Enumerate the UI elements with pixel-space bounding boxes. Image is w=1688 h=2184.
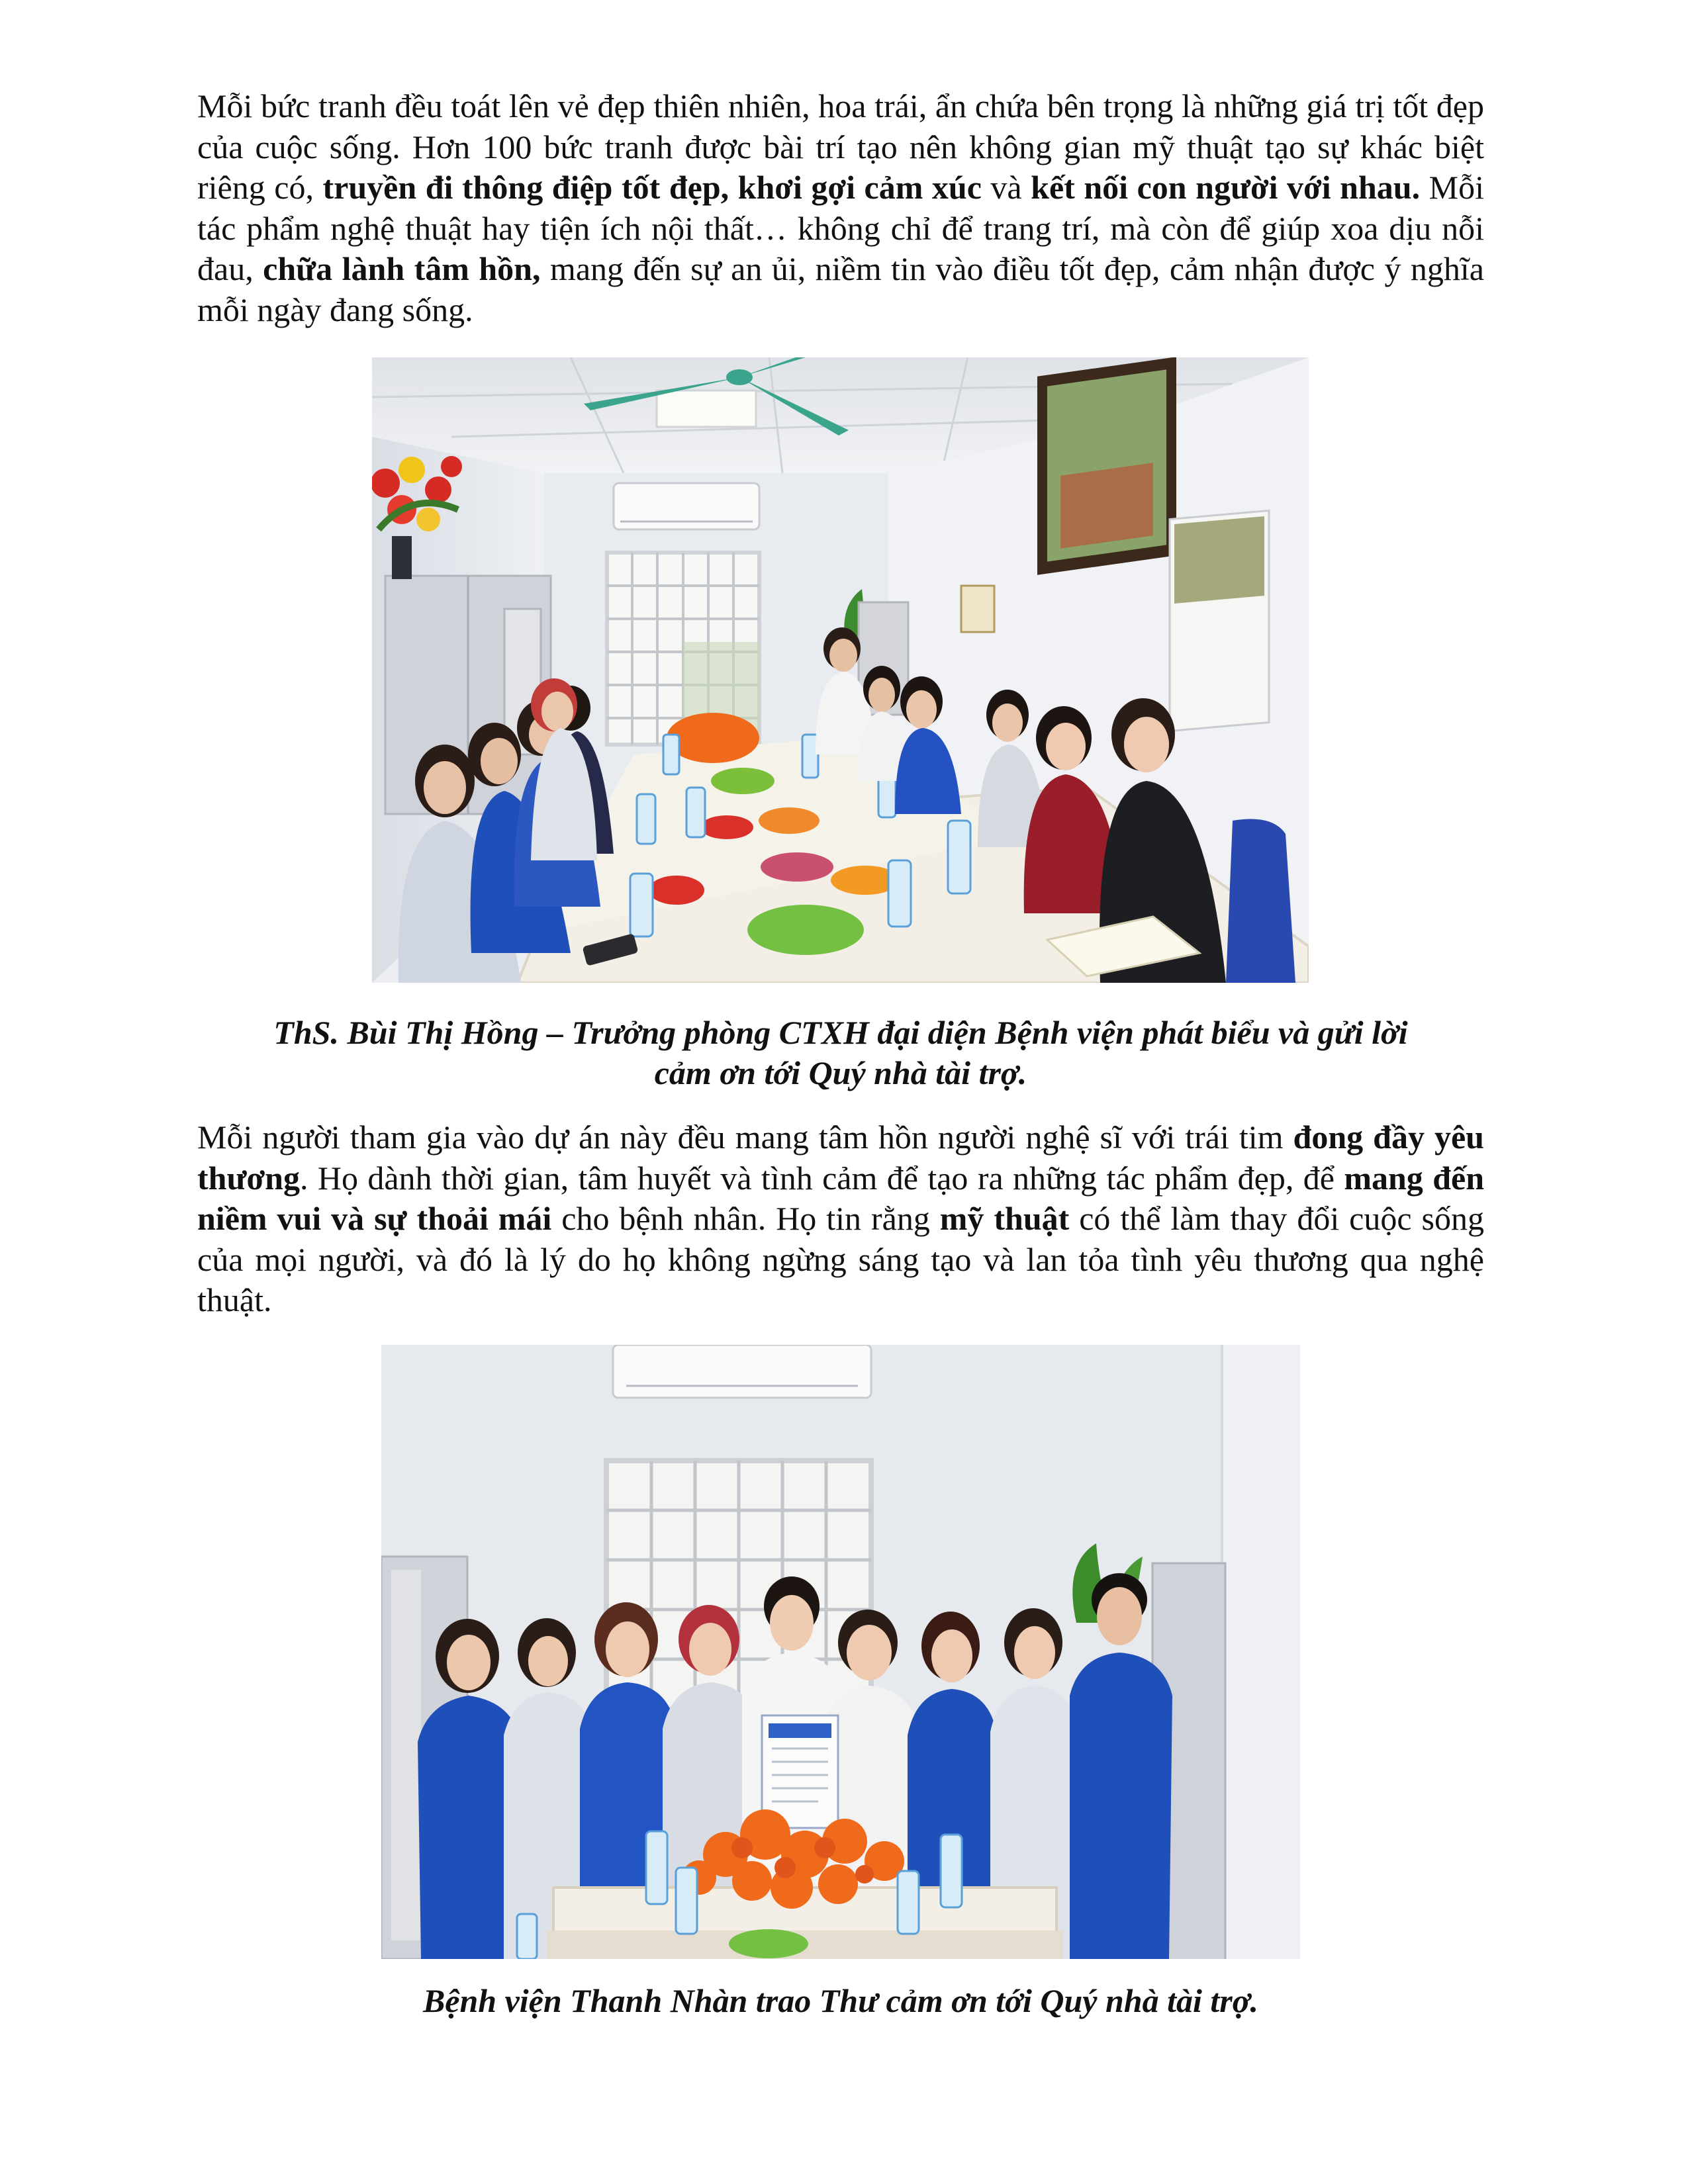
caption-line: cảm ơn tới Quý nhà tài trợ. [654,1054,1027,1091]
bold-run: truyền đi thông điệp tốt đẹp, khơi gợi cảm xúc [322,169,982,206]
text-run: cho bệnh nhân. Họ tin rằng [551,1200,940,1237]
bold-run: đong đầy yêu thương [197,1118,1484,1197]
bold-run: mang đến niềm vui và sự thoải mái [197,1159,1484,1237]
text-run: . Họ dành thời gian, tâm huyết và tình cảm để tạo ra những tác phẩm đẹp, để [299,1159,1344,1197]
caption-meeting [197,1013,1484,1093]
bold-run: mỹ thuật [939,1200,1070,1237]
bold-run: chữa lành tâm hồn, [263,250,541,287]
text-run: Mỗi tác phẩm nghệ thuật hay tiện ích nội thất… không chỉ để trang trí, mà còn để giúp xoa dịu nỗi đau, [197,169,1484,287]
text-run: có thể làm thay đổi cuộc sống của mọi người, và đó là lý do họ không ngừng sáng tạo và lan tỏa tình yêu thương qua nghệ thuật. [197,1200,1484,1318]
bold-run: kết nối con người với nhau. [1031,169,1421,206]
text-run: Mỗi bức tranh đều toát lên vẻ đẹp thiên nhiên, hoa trái, ẩn chứa bên trọng là những giá trị tốt đẹp của cuộc sống. Hơn 100 bức tranh được bài trí tạo nên không gian mỹ thuật tạo sự khác biệt riêng có, [197,87,1484,206]
text-run: và [981,169,1031,206]
caption-group [197,1981,1484,2021]
meeting-photo [372,357,1309,983]
paragraph-art-values [197,86,1484,330]
group-photo [381,1345,1300,1959]
text-run: mang đến sự an ủi, niềm tin vào điều tốt đẹp, cảm nhận được ý nghĩa mỗi ngày đang sống. [197,250,1484,328]
text-run: Mỗi người tham gia vào dự án này đều mang tâm hồn người nghệ sĩ với trái tim [197,1118,1293,1156]
group-photo-illustration [381,1345,1300,1959]
caption-line: Bệnh viện Thanh Nhàn trao Thư cảm ơn tới Quý nhà tài trợ. [422,1982,1259,2019]
paragraph-artists [197,1117,1484,1321]
meeting-photo-illustration [372,357,1309,983]
caption-line: ThS. Bùi Thị Hồng – Trưởng phòng CTXH đại diện Bệnh viện phát biểu và gửi lời [273,1014,1408,1051]
